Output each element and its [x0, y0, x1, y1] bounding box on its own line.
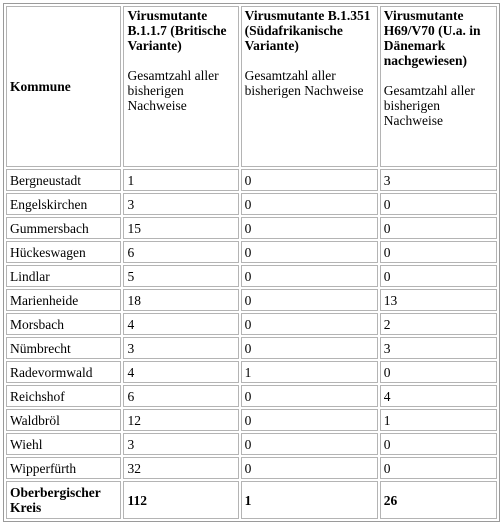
header-gap — [245, 53, 374, 68]
cell-kommune: Wiehl — [6, 433, 121, 455]
cell-h69v70: 0 — [380, 217, 497, 239]
table-row — [6, 289, 497, 311]
header-gap — [384, 68, 493, 83]
cell-h69v70: 3 — [380, 337, 497, 359]
cell-b117: 15 — [123, 217, 238, 239]
cell-kommune: Lindlar — [6, 265, 121, 287]
cell-h69v70: 2 — [380, 313, 497, 335]
header-h69v70 — [380, 6, 497, 167]
cell-kommune: Hückeswagen — [6, 241, 121, 263]
cell-b1351: 0 — [241, 289, 378, 311]
header-b117-title: Virusmutante B.1.1.7 (Britische Variante) — [127, 8, 227, 53]
table-row — [6, 337, 497, 359]
cell-kommune: Wipperfürth — [6, 457, 121, 479]
cell-h69v70: 4 — [380, 385, 497, 407]
total-b1351: 1 — [241, 481, 378, 519]
total-h69v70: 26 — [380, 481, 497, 519]
table-row — [6, 265, 497, 287]
cell-b1351: 0 — [241, 169, 378, 191]
cell-h69v70: 0 — [380, 241, 497, 263]
cell-h69v70: 3 — [380, 169, 497, 191]
cell-h69v70: 0 — [380, 457, 497, 479]
cell-b1351: 0 — [241, 241, 378, 263]
cell-b117: 6 — [123, 385, 238, 407]
table-row — [6, 433, 497, 455]
cell-h69v70: 0 — [380, 361, 497, 383]
cell-b1351: 1 — [241, 361, 378, 383]
cell-h69v70: 0 — [380, 433, 497, 455]
cell-b117: 4 — [123, 361, 238, 383]
table-row — [6, 169, 497, 191]
cell-kommune: Gummersbach — [6, 217, 121, 239]
header-b1351 — [241, 6, 378, 167]
variants-table — [3, 3, 500, 522]
header-kommune — [6, 6, 121, 167]
table-row — [6, 385, 497, 407]
header-kommune-label: Kommune — [10, 79, 71, 94]
cell-b117: 5 — [123, 265, 238, 287]
table-header-row — [6, 6, 497, 167]
cell-kommune: Morsbach — [6, 313, 121, 335]
header-b117-sub: Gesamtzahl aller bisherigen Nachweise — [127, 68, 219, 113]
total-label: Oberbergischer Kreis — [6, 481, 121, 519]
cell-kommune: Marienheide — [6, 289, 121, 311]
cell-b117: 3 — [123, 193, 238, 215]
table-row — [6, 313, 497, 335]
total-row — [6, 481, 497, 519]
cell-kommune: Engelskirchen — [6, 193, 121, 215]
header-gap — [127, 53, 234, 68]
cell-b1351: 0 — [241, 337, 378, 359]
cell-h69v70: 0 — [380, 193, 497, 215]
header-b117 — [123, 6, 238, 167]
header-h69v70-sub: Gesamtzahl aller bisherigen Nachweise — [383, 83, 475, 128]
cell-b117: 18 — [123, 289, 238, 311]
cell-b117: 1 — [123, 169, 238, 191]
table-row — [6, 457, 497, 479]
table-row — [6, 217, 497, 239]
cell-b1351: 0 — [241, 313, 378, 335]
cell-b117: 4 — [123, 313, 238, 335]
cell-b117: 6 — [123, 241, 238, 263]
table-row — [6, 193, 497, 215]
cell-b1351: 0 — [241, 409, 378, 431]
cell-kommune: Waldbröl — [6, 409, 121, 431]
document — [3, 3, 500, 522]
cell-b1351: 0 — [241, 193, 378, 215]
cell-b1351: 0 — [241, 433, 378, 455]
cell-b1351: 0 — [241, 457, 378, 479]
cell-b117: 12 — [123, 409, 238, 431]
cell-kommune: Nümbrecht — [6, 337, 121, 359]
table-row — [6, 241, 497, 263]
cell-h69v70: 0 — [380, 265, 497, 287]
cell-b1351: 0 — [241, 385, 378, 407]
cell-kommune: Reichshof — [6, 385, 121, 407]
cell-b117: 3 — [123, 337, 238, 359]
table-row — [6, 409, 497, 431]
cell-h69v70: 13 — [380, 289, 497, 311]
total-b117: 112 — [123, 481, 238, 519]
cell-b1351: 0 — [241, 217, 378, 239]
cell-b1351: 0 — [241, 265, 378, 287]
table-row — [6, 361, 497, 383]
header-b1351-sub: Gesamtzahl aller bisherigen Nachweise — [244, 68, 364, 98]
cell-b117: 3 — [123, 433, 238, 455]
cell-kommune: Bergneustadt — [6, 169, 121, 191]
header-b1351-title: Virusmutante B.1.351 (Südafrikanische Variante) — [244, 8, 371, 53]
header-h69v70-title: Virusmutante H69/V70 (U.a. in Dänemark nachgewiesen) — [383, 8, 481, 68]
cell-kommune: Radevormwald — [6, 361, 121, 383]
cell-h69v70: 1 — [380, 409, 497, 431]
cell-b117: 32 — [123, 457, 238, 479]
